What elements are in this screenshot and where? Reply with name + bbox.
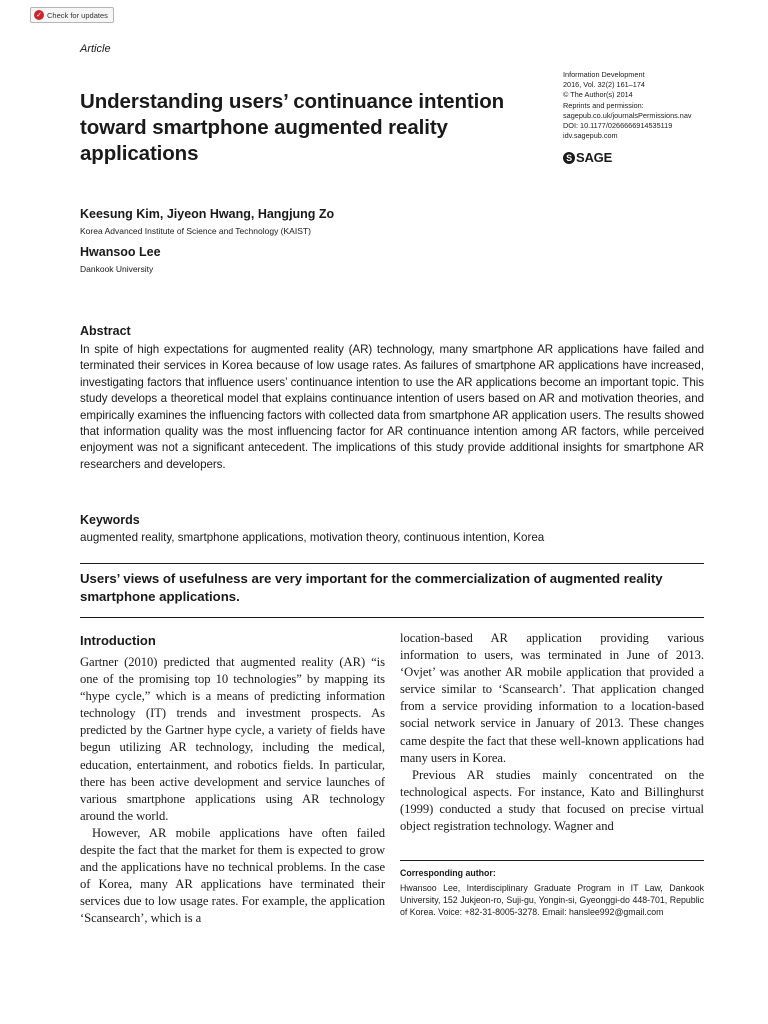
journal-reprints: Reprints and permission:	[563, 100, 644, 110]
author-affiliation: Dankook University	[80, 264, 154, 274]
abstract-text: In spite of high expectations for augmented reality (AR) technology, many smartphone AR applications have failed and terminated their services in Korea because of low usage rates. As failures of smartphone AR applications have increased, investigating factors that influence users’ continuance intention to use the AR applications become an important topic. This study develops a theoretical model that explains continuance intention of users based on AR and motivation theories, and empirically examines the influencing factors with collected data from smartphone AR application users. The results showed that information quality was the most influencing factor for AR continuance intention among AR factors, while perceived enjoyment was not a significant antecedent. The implications of this study provide additional insights for smartphone AR researchers and developers.	[80, 343, 704, 471]
article-type: Article	[80, 43, 111, 55]
journal-volume: 2016, Vol. 32(2) 161–174	[563, 80, 645, 90]
journal-doi[interactable]: DOI: 10.1177/0266666914535119	[563, 121, 673, 131]
footnote-divider	[400, 860, 704, 861]
introduction-heading: Introduction	[80, 633, 156, 648]
corresponding-author-heading: Corresponding author:	[400, 868, 496, 878]
divider	[80, 563, 704, 564]
check-for-updates-button[interactable]	[30, 7, 114, 23]
journal-url[interactable]: idv.sagepub.com	[563, 131, 618, 141]
keywords-text: augmented reality, smartphone applications, motivation theory, continuous intention, Korea	[80, 531, 545, 544]
author-names: Keesung Kim, Jiyeon Hwang, Hangjung Zo	[80, 207, 335, 221]
check-updates-icon: ✓	[34, 10, 44, 20]
sage-logo-icon: S	[563, 152, 575, 164]
publisher-name: SAGE	[576, 150, 613, 165]
check-for-updates-label: Check for updates	[47, 10, 108, 20]
author-names: Hwansoo Lee	[80, 245, 161, 259]
abstract-heading: Abstract	[80, 324, 131, 338]
paragraph: Gartner (2010) predicted that augmented reality (AR) “is one of the promising top 10 technologies” by mapping its “hype cycle,” which is a means of predicting information technology (IT) trends and investment prospects. As predicted by the Gartner hype cycle, a variety of fields have begun utilizing AR technology, including the medical, education, entertainment, and robotics fields. In particular, there has been active development and service launches of various smartphone applications using AR technology around the world.	[80, 655, 385, 823]
paragraph: location-based AR application providing various information to users, was terminated in June of 2013. ‘Ovjet’ was another AR mobile application that provided a service similar to ‘Scansearch’. That application changed from a service providing information to a location-based social network service in January of 2013. These changes came despite the fact that these well-known applications had many users in Korea.	[400, 631, 704, 765]
publisher-logo	[563, 150, 612, 165]
body-column-right	[400, 630, 704, 835]
journal-name: Information Development	[563, 70, 645, 79]
key-statement: Users’ views of usefulness are very important for the commercialization of augmented reality smartphone applications.	[80, 571, 663, 604]
divider	[80, 617, 704, 618]
paragraph: Previous AR studies mainly concentrated on the technological aspects. For instance, Kato and Billinghurst (1999) conducted a study that focused on precise virtual object registration technology. Wagner and	[400, 767, 704, 834]
journal-copyright: © The Author(s) 2014	[563, 90, 633, 100]
journal-permissions-link[interactable]: sagepub.co.uk/journalsPermissions.nav	[563, 110, 692, 120]
paragraph: However, AR mobile applications have often failed despite the fact that the market for them is expected to grow and the applications have no technical problems. In the case of Korea, many AR applications have terminated their services due to low usage rates. For example, the application ‘Scansearch’, which is a	[80, 825, 385, 926]
author-affiliation: Korea Advanced Institute of Science and Technology (KAIST)	[80, 226, 311, 236]
corresponding-author-text: Hwansoo Lee, Interdisciplinary Graduate Program in IT Law, Dankook University, 152 Jukjeon-ro, Suji-gu, Yongin-si, Gyeonggi-do 448-701, Republic of Korea. Voice: +82-31-8005-3278. Email: hanslee992@gmail.com	[400, 883, 704, 917]
journal-meta	[563, 70, 758, 141]
keywords-heading: Keywords	[80, 513, 140, 527]
paper-title: Understanding users’ continuance intention toward smartphone augmented reality applications	[80, 90, 505, 165]
body-column-left	[80, 654, 385, 928]
